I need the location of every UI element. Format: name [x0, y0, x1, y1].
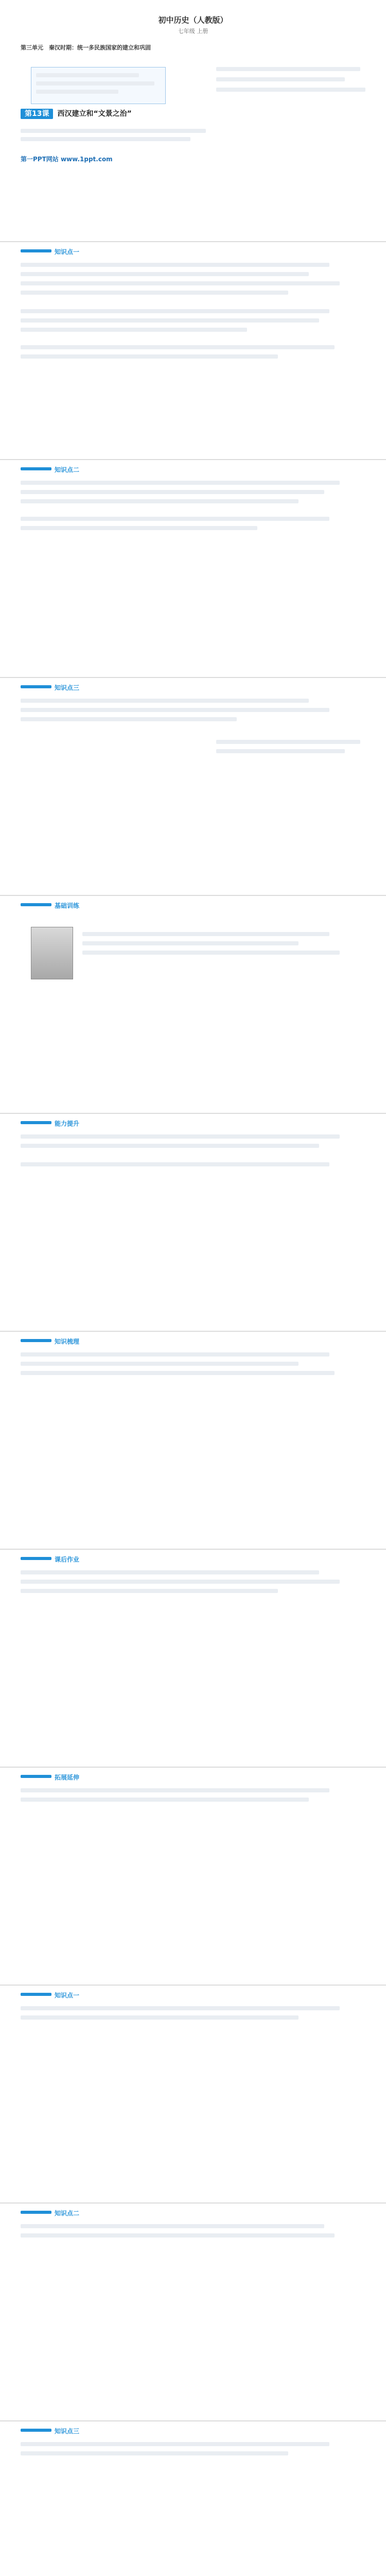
- section-label: 知识点二: [55, 2210, 80, 2217]
- cover-sub: 七年级 上册: [178, 28, 208, 35]
- lesson-title: [21, 108, 132, 118]
- outline-box: [31, 67, 166, 104]
- content-slide-11: [0, 2204, 386, 2421]
- lesson-name: 西汉建立和“文景之治”: [57, 110, 132, 118]
- section-label: 知识点一: [55, 1992, 80, 1999]
- section-label: 知识梳理: [55, 1338, 80, 1345]
- content-slide-7: [0, 1332, 386, 1550]
- content-slide-5: [0, 896, 386, 1114]
- section-label: 基础训练: [55, 902, 80, 909]
- cover-unit: 第三单元 秦汉时期：统一多民族国家的建立和巩固: [21, 44, 151, 51]
- section-label: 知识点二: [55, 466, 80, 473]
- content-slide-9: [0, 1768, 386, 1986]
- content-slide-4: [0, 678, 386, 896]
- cover-header: 初中历史（人教版）: [158, 15, 228, 25]
- section-label: 知识点一: [55, 248, 80, 256]
- content-slide-10: [0, 1986, 386, 2204]
- content-slide-3: [0, 460, 386, 678]
- content-slide-12: [0, 2421, 386, 2576]
- content-slide-6: [0, 1114, 386, 1332]
- cover-slide: [0, 0, 386, 242]
- section-label: 知识点三: [55, 684, 80, 691]
- site-link[interactable]: 第一PPT网站 www.1ppt.com: [21, 156, 113, 163]
- section-label: 能力提升: [55, 1120, 80, 1127]
- content-slide-2: [0, 242, 386, 460]
- content-slide-8: [0, 1550, 386, 1768]
- historical-figure-image: [31, 927, 73, 979]
- section-label: 拓展延伸: [55, 1774, 80, 1781]
- lesson-number: 第13课: [21, 109, 53, 119]
- section-label: 知识点三: [55, 2428, 80, 2435]
- section-label: 课后作业: [55, 1556, 80, 1563]
